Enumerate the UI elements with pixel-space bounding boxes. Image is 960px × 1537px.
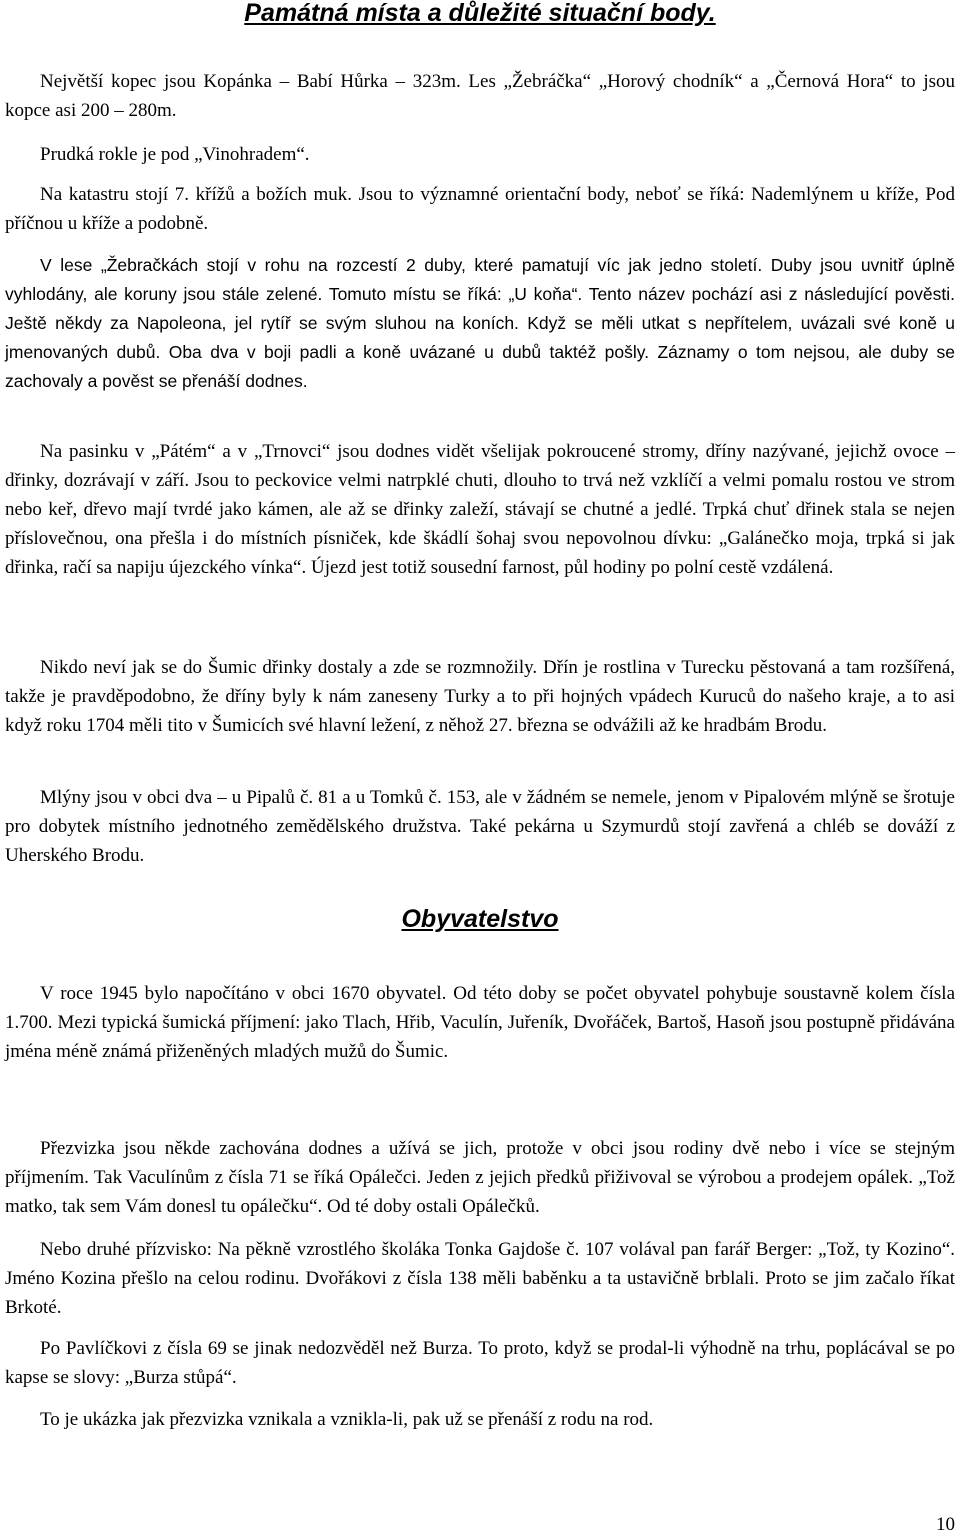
paragraph-crosses: Na katastru stojí 7. křížů a božích muk. Jsou to významné orientační body, neboť se říká: Nademlýnem u kříže, Pod příčnou u kříže a podobně. [5, 184, 955, 234]
page-number: 10 [936, 1514, 955, 1535]
paragraph-oak-legend: V lese „Žebračkách stojí v rohu na rozcestí 2 duby, které pamatují víc jak jedno století. Duby jsou uvnitř úplně vyhlodány, ale koruny jsou stále zelené. Tomuto místu se říká: „U koňa“. Tento název pochází asi z následující pověsti. Ještě někdy za Napoleona, jel rytíř se svým sluhou na koních. Když se měli utkat s nepřítelem, uvázali své koně u jmenovaných dubů. Oba dva v boji padli a koně uvázané u dubů taktéž pošly. Záznamy o tom nejsou, ale duby se zachovaly a pověst se přenáší dodnes. [5, 255, 955, 391]
section-title-memorable-places: Památná místa a důležité situační body. [244, 0, 716, 27]
paragraph-dogwood: Na pasinku v „Pátém“ a v „Trnovci“ jsou dodnes vidět všelijak pokroucené stromy, dříny nazývané, jejichž ovoce – dřinky, dozrávají v září. Jsou to peckovice velmi natrpklé chuti, dlouho to trvá než vzklíčí a velmi pomalu rostou ve strom nebo keř, dřevo mají tvrdé jako kámen, ale až se dřinky zaleží, stávají se chutné a jedlé. Trpká chuť dřinek stala se nejen příslovečnou, ona přešla i do místních písniček, kde škádlí šohaj svou nepovolnou dívku: „Galánečko moja, trpká si jak dřinka, račí sa napiju újezckého vínka“. Újezd jest totiž sousední farnost, půl hodiny po polní cestě vzdálená. [5, 441, 955, 578]
paragraph-hills: Největší kopec jsou Kopánka – Babí Hůrka – 323m. Les „Žebráčka“ „Horový chodník“ a „Černová Hora“ to jsou kopce asi 200 – 280m. [5, 71, 955, 121]
paragraph-ravine: Prudká rokle je pod „Vinohradem“. [40, 144, 310, 165]
paragraph-dogwood-origin: Nikdo neví jak se do Šumic dřinky dostaly a zde se rozmnožily. Dřín je rostlina v Turecku pěstovaná a tam rozšířená, takže je pravděpodobno, že dříny byly k nám zaneseny Turky a to při hojných vpádech Kuruců do našeho kraje, a to asi když roku 1704 měli tito v Šumicích své hlavní ležení, z něhož 27. března se odvážili až ke hradbám Brodu. [5, 657, 955, 736]
section-title-population: Obyvatelstvo [401, 905, 559, 933]
paragraph-conclusion: To je ukázka jak přezvizka vznikala a vznikla-li, pak už se přenáší z rodu na rod. [40, 1409, 654, 1430]
paragraph-mills: Mlýny jsou v obci dva – u Pipalů č. 81 a u Tomků č. 153, ale v žádném se nemele, jenom v Pipalovém mlýně se šrotuje pro dobytek místního jednotného zemědělského družstva. Také pekárna u Szymurdů stojí zavřená a chléb se dováží z Uherského Brodu. [5, 787, 955, 866]
paragraph-second-nickname: Nebo druhé přízvisko: Na pěkně vzrostlého školáka Tonka Gajdoše č. 107 volával pan farář Berger: „Tož, ty Kozino“. Jméno Kozina přešlo na celou rodinu. Dvořákovi z čísla 138 měli baběnku a ta ustavičně brblali. Proto se jim začalo říkat Brkoté. [5, 1239, 955, 1318]
paragraph-burza: Po Pavlíčkovi z čísla 69 se jinak nedozvěděl než Burza. To proto, když se prodal-li výhodně na trhu, poplácával se po kapse se slovy: „Burza stůpá“. [5, 1338, 955, 1388]
paragraph-nicknames: Přezvizka jsou někde zachována dodnes a užívá se jich, protože v obci jsou rodiny dvě nebo i více se stejným příjmením. Tak Vaculínům z čísla 71 se říká Opálečci. Jeden z jejich předků přiživoval se výrobou a prodejem opálek. „Tož matko, tak sem Vám donesl tu opálečku“. Od té doby ostali Opálečků. [5, 1138, 955, 1217]
paragraph-population: V roce 1945 bylo napočítáno v obci 1670 obyvatel. Od této doby se počet obyvatel pohybuje soustavně kolem čísla 1.700. Mezi typická šumická příjmení: jako Tlach, Hřib, Vaculín, Juřeník, Dvořáček, Bartoš, Hasoň jsou postupně přidávána jména méně známá přiženěných mladých mužů do Šumic. [5, 983, 955, 1062]
